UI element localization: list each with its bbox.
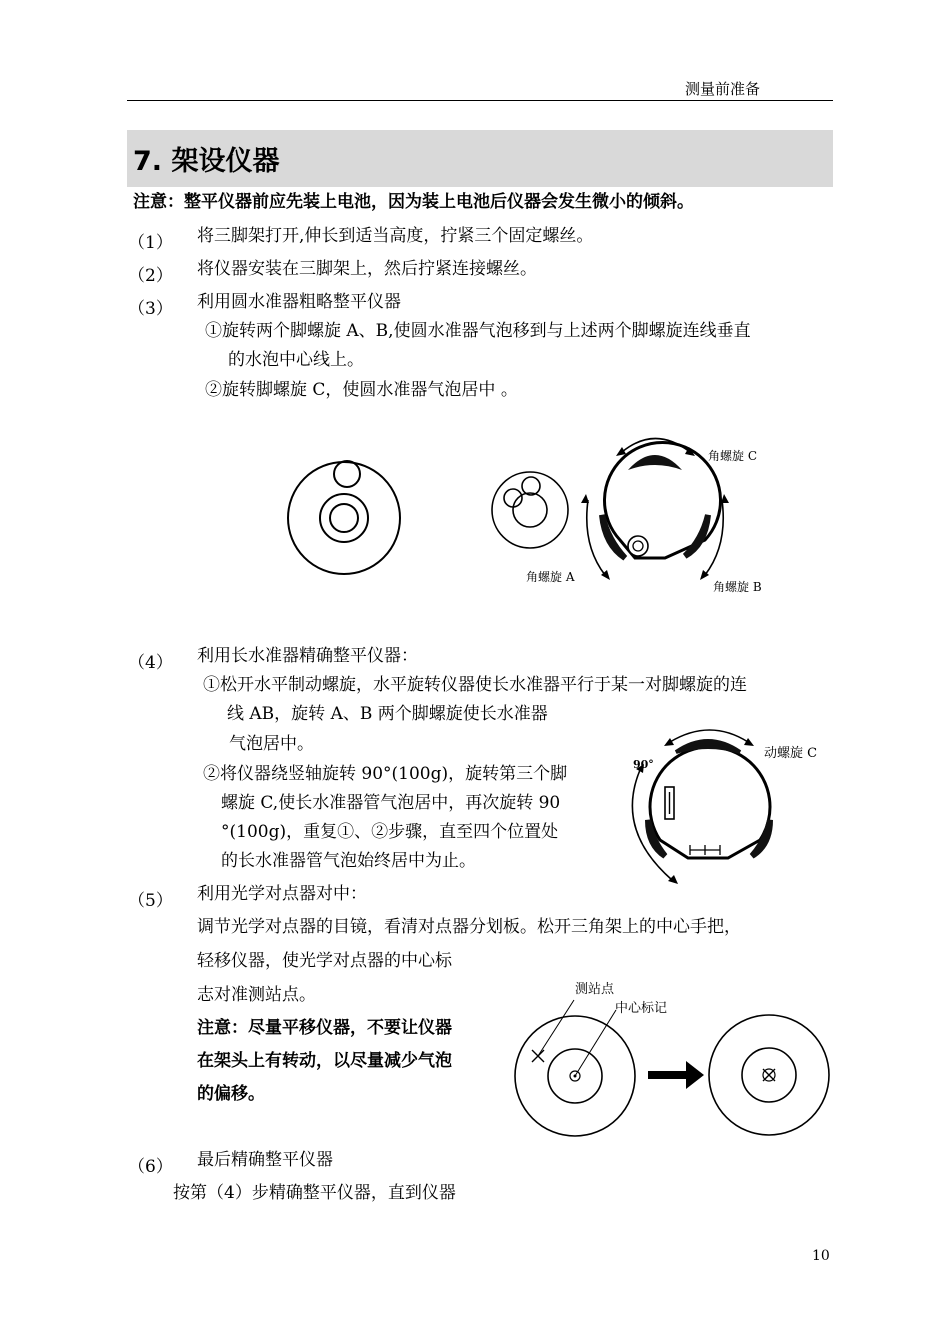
page-number: 10 [812, 1248, 830, 1264]
step-2-text: 将仪器安装在三脚架上，然后拧紧连接螺丝。 [197, 259, 537, 279]
plummet-after [709, 1015, 829, 1135]
step-5-note-line2: 在架头上有转动，以尽量减少气泡 [197, 1051, 452, 1071]
arrow-right-icon [648, 1061, 704, 1089]
step-3-text: 利用圆水准器粗略整平仪器 [197, 292, 401, 312]
step-5-body-line1: 调节光学对点器的目镜，看清对点器分划板。松开三角架上的中心手把， [197, 917, 741, 937]
step-5-note-line3: 的偏移。 [197, 1084, 265, 1104]
step-2-number: （2） [128, 266, 173, 286]
battery-note: 注意：整平仪器前应先装上电池，因为装上电池后仪器会发生微小的倾斜。 [133, 192, 694, 212]
step-3-sub1-line1: ①旋转两个脚螺旋 A、B,使圆水准器气泡移到与上述两个脚螺旋连线垂直 [205, 321, 751, 341]
step-5-text: 利用光学对点器对中： [197, 884, 367, 904]
step-4-sub2-line4: 的长水准器管气泡始终居中为止。 [221, 851, 476, 871]
step-4-text: 利用长水准器精确整平仪器： [197, 646, 418, 666]
step-5-number: （5） [128, 891, 173, 911]
step-6-number: （6） [128, 1157, 173, 1177]
step-5-note-line1: 注意：尽量平移仪器，不要让仪器 [197, 1018, 452, 1038]
step-3-number: （3） [128, 299, 173, 319]
label-station-point: 测站点 [575, 982, 615, 997]
header-section-title: 测量前准备 [685, 80, 761, 98]
label-screw-c: 角螺旋 C [708, 449, 757, 463]
step-3-sub2: ②旋转脚螺旋 C，使圆水准器气泡居中 。 [205, 380, 518, 400]
label-screw-a: 角螺旋 A [526, 570, 575, 584]
step-1-number: （1） [128, 233, 173, 253]
step-4-number: （4） [128, 653, 173, 673]
step-6-body-line1: 按第（4）步精确整平仪器，直到仪器 [173, 1183, 456, 1203]
step-1-text: 将三脚架打开,伸长到适当高度，拧紧三个固定螺丝。 [197, 226, 594, 246]
label-center-mark: 中心标记 [615, 1001, 668, 1016]
step-4-sub2-line3: °(100g)，重复①、②步骤，直至四个位置处 [221, 822, 559, 842]
step-4-sub1-line3: 气泡居中。 [229, 734, 314, 754]
step-5-body-line2: 轻移仪器，使光学对点器的中心标 [197, 951, 452, 971]
step-4-sub2-line2: 螺旋 C,使长水准器管气泡居中，再次旋转 90 [221, 793, 561, 813]
step-5-body-line3: 志对准测站点。 [197, 985, 316, 1005]
label-screw-b: 角螺旋 B [713, 580, 762, 594]
step-6-text: 最后精确整平仪器 [197, 1150, 333, 1170]
label-screw-c-2: 动螺旋 C [764, 746, 818, 761]
label-90-degrees: 90° [633, 758, 654, 771]
step-3-sub1-line2: 的水泡中心线上。 [228, 350, 364, 370]
section-title: 7. 架设仪器 [133, 146, 280, 177]
step-4-sub1-line1: ①松开水平制动螺旋，水平旋转仪器使长水准器平行于某一对脚螺旋的连 [203, 675, 747, 695]
plummet-before [515, 1000, 635, 1136]
step-4-sub1-line2: 线 AB，旋转 A、B 两个脚螺旋使长水准器 [227, 704, 548, 724]
step-4-sub2-line1: ②将仪器绕竖轴旋转 90°(100g)，旋转第三个脚 [203, 764, 568, 784]
